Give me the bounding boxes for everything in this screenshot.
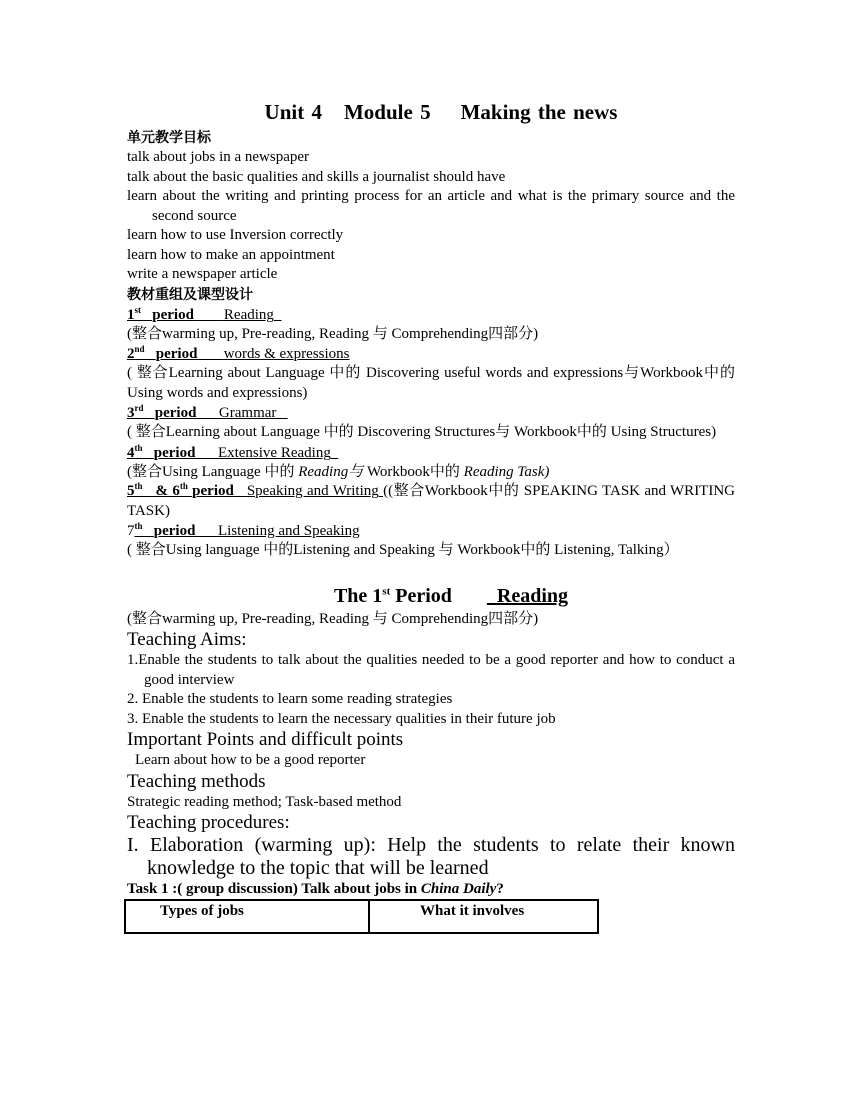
points-text: Learn about how to be a good reporter bbox=[135, 752, 366, 768]
period-1-heading: 1st period Reading bbox=[127, 304, 274, 323]
aim-item: 1.Enable the students to talk about the qualities needed to be a good reporter and how to conduct a good interview bbox=[127, 652, 735, 688]
period-3-heading: 3rd period Grammar bbox=[127, 403, 277, 421]
period-4-heading: 4th period Extensive Reading bbox=[127, 442, 331, 461]
aims-heading: Teaching Aims: bbox=[127, 629, 247, 650]
period-1-desc: (整合warming up, Pre-reading, Reading 与 Comprehending四部分) bbox=[127, 325, 539, 342]
goal-item: learn how to use Inversion correctly bbox=[127, 227, 344, 243]
goal-item: learn about the writing and printing process for an article and what is the primary source and the second source bbox=[127, 188, 735, 224]
goals-heading: 单元教学目标 bbox=[127, 130, 211, 146]
period-2-heading: 2nd period words & expressions bbox=[127, 344, 350, 362]
document-page bbox=[127, 100, 735, 934]
document-title bbox=[127, 100, 735, 125]
aim-item: 3. Enable the students to learn the necessary qualities in their future job bbox=[127, 710, 556, 727]
title-module: Module 5 bbox=[343, 100, 431, 124]
points-heading: Important Points and difficult points bbox=[127, 729, 404, 750]
step-1: I. Elaboration (warming up): Help the students to relate their known knowledge to the topic that will be learned bbox=[127, 834, 735, 879]
design-heading: 教材重组及课型设计 bbox=[127, 286, 253, 303]
aim-item: 2. Enable the students to learn some reading strategies bbox=[127, 691, 453, 707]
period-4-desc: (整合Using Language 中的 Reading与 Workbook中的 Reading Task) bbox=[127, 463, 550, 480]
methods-heading: Teaching methods bbox=[127, 770, 266, 792]
goal-item: write a newspaper article bbox=[127, 266, 278, 282]
methods-text: Strategic reading method; Task-based method bbox=[127, 793, 402, 810]
table-row bbox=[125, 900, 598, 933]
title-name: Making the news bbox=[460, 100, 618, 124]
goal-item: talk about jobs in a newspaper bbox=[127, 149, 310, 165]
period-7-desc: ( 整合Using language 中的Listening and Speaking 与 Workbook中的 Listening, Talking） bbox=[127, 542, 679, 558]
period-3-desc: ( 整合Learning about Language 中的 Discovering Structures与 Workbook中的 Using Structures) bbox=[127, 424, 717, 440]
period-5-6-heading: 5th & 6th period Speaking and Writing ((整合Workbook中的 SPEAKING TASK and WRITING TASK) bbox=[127, 481, 736, 519]
period-2-desc: ( 整合Learning about Language 中的 Discovering useful words and expressions与Workbook中的 Using words and expressions) bbox=[127, 365, 735, 401]
section-intro: (整合warming up, Pre-reading, Reading 与 Comprehending四部分) bbox=[127, 610, 539, 627]
period-7-heading: 7th period Listening and Speaking bbox=[127, 521, 360, 539]
jobs-table bbox=[124, 899, 599, 934]
goal-item: talk about the basic qualities and skills a journalist should have bbox=[127, 168, 506, 185]
table-header-involves: What it involves bbox=[369, 900, 598, 933]
section-title: The 1st Period Reading bbox=[333, 584, 569, 607]
procedures-heading: Teaching procedures: bbox=[127, 812, 290, 833]
table-header-types: Types of jobs bbox=[125, 900, 369, 933]
title-unit: Unit 4 bbox=[264, 100, 322, 124]
task-1: Task 1 :( group discussion) Talk about jobs in China Daily? bbox=[127, 881, 504, 897]
goal-item: learn how to make an appointment bbox=[127, 246, 335, 263]
